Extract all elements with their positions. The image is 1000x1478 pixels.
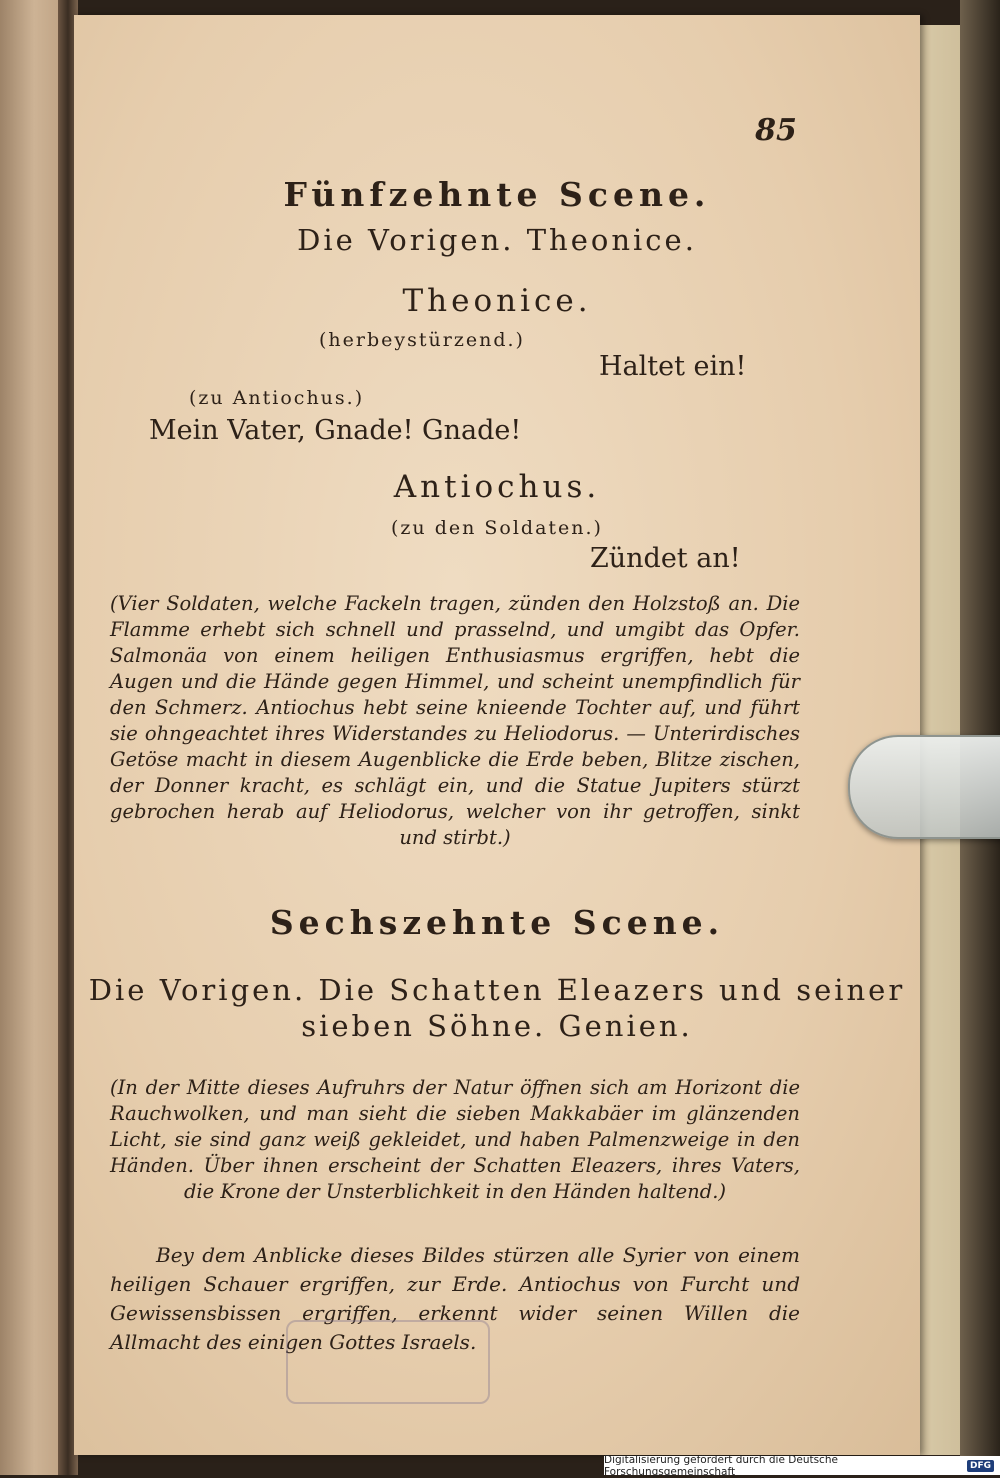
page-clip [848,735,1000,839]
speech-haltet-ein: Haltet ein! [599,351,747,382]
dfg-logo-icon: DFG [967,1460,994,1472]
narrative-paragraph: Bey dem Anblicke dieses Bildes stürzen alle Syrier von einem heiligen Schauer ergriffen, zur Erde. Antiochus von Furcht und Gewissensbissen ergriffen, erkennt wider seinen Willen die Allmacht des einigen Gottes Israels. [110,1243,800,1354]
scene-15-characters: Die Vorigen. Theonice. [297,223,697,257]
stage-direction-zu-antiochus: (zu Antiochus.) [189,387,365,409]
speaker-antiochus: Antiochus. [393,469,601,505]
stage-direction-paragraph-1: (Vier Soldaten, welche Fackeln tragen, zünden den Holzstoß an. Die Flamme erhebt sich schnell und prasselnd, und umgibt das Opfer. Salmonäa von einem heiligen Enthusiasmus ergriffen, hebt die Augen und die Hände gegen Himmel, und scheint unempfindlich für den Schmerz. Antiochus hebt seine knieende Tochter auf, und führt sie ohngeachtet ihres Widerstandes zu Heliodorus. — Unterirdisches Getöse macht in diesem Augenblicke die Erde beben, Blitze zischen, der Donner kracht, es schlägt ein, und die Statue Jupiters stürzt gebrochen herab auf Heliodorus, welcher von ihr getroffen, sinkt und stirbt.) [110,592,800,849]
speech-mein-vater: Mein Vater, Gnade! Gnade! [149,415,522,446]
stage-direction-paragraph-2: (In der Mitte dieses Aufruhrs der Natur öffnen sich am Horizont die Rauchwolken, und man sieht die sieben Makkabäer im glänzenden Licht, sie sind ganz weiß gekleidet, und haben Palmenzweige in den Händen. Über ihnen erscheint der Schatten Eleazers, ihres Vaters, die Krone der Unsterblichkeit in den Händen haltend.) [110,1076,800,1203]
scene-16-characters-line-1: Die Vorigen. Die Schatten Eleazers und seiner [88,973,906,1007]
speaker-theonice: Theonice. [402,283,592,319]
stage-direction-zu-den-soldaten: (zu den Soldaten.) [391,517,603,539]
speech-zuendet-an: Zündet an! [590,543,741,574]
scene-16-characters-line-2: sieben Söhne. Genien. [301,1009,693,1043]
funding-credit: Digitalisierung gefördert durch die Deutsche Forschungsgemeinschaft [604,1453,838,1478]
stage-direction-herbeystuerzend: (herbeystürzend.) [319,329,525,351]
scene-16-heading: Sechszehnte Scene. [269,903,725,942]
page-number: 85 [755,113,797,148]
book-page [74,15,920,1455]
library-stamp [286,1320,490,1404]
scene-15-heading: Fünfzehnte Scene. [283,175,711,214]
digitization-footer [604,1453,1000,1478]
